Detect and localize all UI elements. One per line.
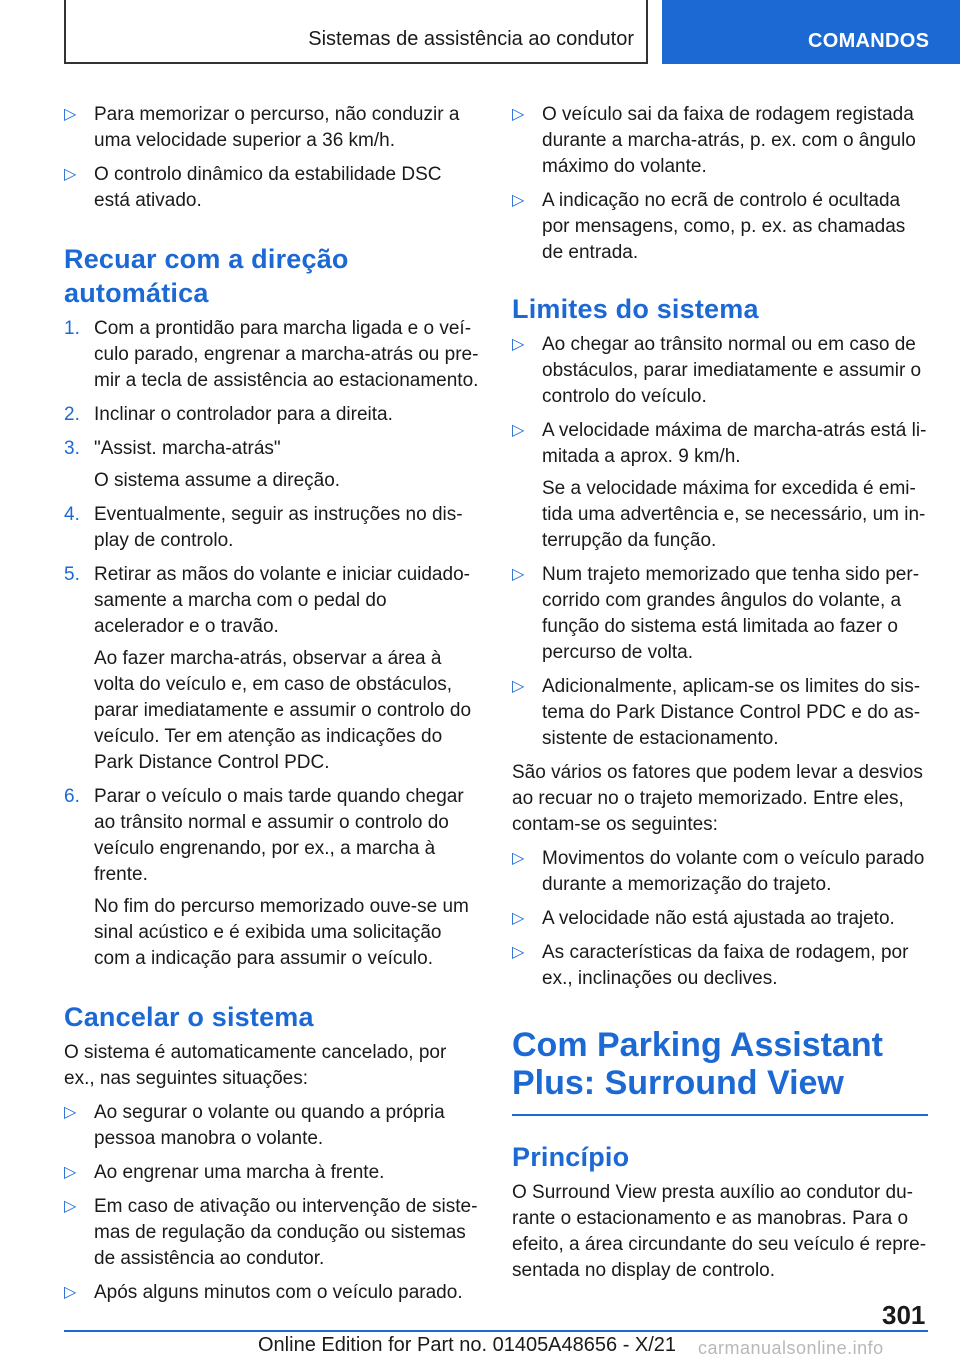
step-number: 5. — [64, 564, 80, 585]
triangle-bullet-icon: ▷ — [512, 944, 525, 961]
list-item: ▷ A velocidade não está ajustada ao trajeto. — [512, 906, 928, 932]
header-frame — [64, 0, 648, 64]
triangle-bullet-icon: ▷ — [512, 910, 525, 927]
step-item: 3. "Assist. marcha-atrás" O sistema assume a direção. — [64, 436, 480, 494]
triangle-bullet-icon: ▷ — [64, 1104, 77, 1121]
chapter-tab-label: COMANDOS — [808, 30, 930, 52]
list-item: ▷ Para memorizar o percurso, não conduzir a uma velocidade superior a 36 km/h. — [64, 104, 460, 151]
limites-heading: Limites do sistema — [512, 294, 759, 324]
list-item: ▷ Num trajeto memorizado que tenha sido percorrido com grandes ângulos do volante, a função do sistema está limitada ao fazer o percurso de volta. — [512, 564, 920, 663]
triangle-bullet-icon: ▷ — [512, 336, 525, 353]
step-number: 3. — [64, 438, 80, 459]
list-item: ▷ As características da faixa de rodagem, por ex., inclinações ou declives. — [512, 942, 909, 989]
list-item: ▷ Após alguns minutos com o veículo parado. — [64, 1280, 480, 1306]
triangle-bullet-icon: ▷ — [512, 850, 525, 867]
list-item: ▷ Ao engrenar uma marcha à frente. — [64, 1160, 480, 1186]
fatores-intro: São vários os fatores que podem levar a desvios ao recuar no o trajeto memorizado. Entre eles, contam-se os seguintes: — [512, 762, 923, 835]
principio-text: O Surround View presta auxílio ao condutor durante o estacionamento e as manobras. Para o efeito, a área circundante do seu veículo é representada no display de controlo. — [512, 1182, 927, 1281]
triangle-bullet-icon: ▷ — [64, 106, 77, 123]
watermark: carmanualsonline.info — [698, 1338, 884, 1358]
triangle-bullet-icon: ▷ — [64, 1284, 77, 1301]
step-item: 6. Parar o veículo o mais tarde quando chegar ao trânsito normal e assumir o controlo do veículo engrenando, por ex., a marcha à frente. No fim do percurso memorizado ouve-se um sinal acústico e é exibida uma solicitação com a indicação para assumir o veículo. — [64, 784, 480, 972]
triangle-bullet-icon: ▷ — [512, 106, 525, 123]
page-header — [0, 0, 960, 66]
step-continuation: Ao fazer marcha-atrás, observar a área à volta do veículo e, em caso de obstáculos, parar imediatamente e assumir o controlo do veículo. Ter em atenção as indicações do Park Distance Control PDC. — [94, 648, 472, 773]
list-item: ▷ Movimentos do volante com o veículo parado durante a memorização do trajeto. — [512, 848, 925, 895]
triangle-bullet-icon: ▷ — [512, 192, 525, 209]
step-continuation: O sistema assume a direção. — [94, 470, 341, 491]
list-item: ▷ A indicação no ecrã de controlo é ocultada por mensagens, como, p. ex. as chamadas de entrada. — [512, 190, 906, 263]
triangle-bullet-icon: ▷ — [512, 678, 525, 695]
step-item: 5. Retirar as mãos do volante e iniciar cuidadosamente a marcha com o pedal do acelerador e o travão. Ao fazer marcha-atrás, observar a área à volta do veículo e, em caso de obstáculos, parar imediatamente e assumir o controlo do veículo. Ter em atenção as indicações do Park Distance Control PDC. — [64, 562, 480, 776]
step-item: 2. Inclinar o controlador para a direita. — [64, 402, 480, 428]
step-continuation: No fim do percurso memorizado ouve-se um sinal acústico e é exibida uma solicitação com a indicação para assumir o veículo. — [94, 896, 469, 969]
step-number: 2. — [64, 404, 80, 425]
cancelar-heading: Cancelar o sistema — [64, 1002, 314, 1032]
step-number: 6. — [64, 786, 80, 807]
chapter-tab — [662, 0, 960, 64]
list-item: ▷ Adicionalmente, aplicam-se os limites do sistema do Park Distance Control PDC e do assistente de estacionamento. — [512, 676, 921, 749]
principio-heading: Princípio — [512, 1142, 630, 1172]
step-number: 1. — [64, 318, 80, 339]
list-item: ▷ O veículo sai da faixa de rodagem registada durante a marcha-atrás, p. ex. com o ângulo máximo do volante. — [512, 104, 916, 177]
list-item: ▷ O controlo dinâmico da estabilidade DSC está ativado. — [64, 164, 442, 211]
triangle-bullet-icon: ▷ — [64, 1198, 77, 1215]
footer-divider — [64, 1330, 928, 1332]
footer-edition: Online Edition for Part no. 01405A48656 - X/21 — [258, 1334, 677, 1356]
triangle-bullet-icon: ▷ — [64, 1164, 77, 1181]
list-item: ▷ Ao chegar ao trânsito normal ou em caso de obstáculos, parar imediatamente e assumir o controlo do veículo. — [512, 334, 922, 407]
surround-view-heading: Com Parking Assistant Plus: Surround View — [512, 1026, 928, 1116]
step-item: 1. Com a prontidão para marcha ligada e o veículo parado, engrenar a marcha-atrás ou premir a tecla de assistência ao estacionamento. — [64, 318, 479, 391]
list-item: ▷ Em caso de ativação ou intervenção de sistemas de regulação da condução ou sistemas de assistência ao condutor. — [64, 1196, 478, 1269]
section-title: Sistemas de assistência ao condutor — [308, 28, 634, 50]
triangle-bullet-icon: ▷ — [64, 166, 77, 183]
list-item: ▷ A velocidade máxima de marcha-atrás está limitada a aprox. 9 km/h. Se a velocidade máxima for excedida é emitida uma advertência e, se necessário, um interrupção da função. — [512, 418, 928, 554]
right-column — [512, 102, 928, 1292]
left-column — [64, 102, 480, 1314]
step-item: 4. Eventualmente, seguir as instruções no display de controlo. — [64, 504, 463, 551]
step-number: 4. — [64, 504, 80, 525]
recuar-heading: Recuar com a direção automática — [64, 244, 349, 308]
page-number: 301 — [882, 1300, 926, 1330]
triangle-bullet-icon: ▷ — [512, 422, 525, 439]
item-continuation: Se a velocidade máxima for excedida é emitida uma advertência e, se necessário, um interrupção da função. — [542, 478, 926, 551]
cancelar-intro: O sistema é automaticamente cancelado, por ex., nas seguintes situações: — [64, 1042, 447, 1089]
list-item: ▷ Ao segurar o volante ou quando a própria pessoa manobra o volante. — [64, 1102, 445, 1149]
triangle-bullet-icon: ▷ — [512, 566, 525, 583]
